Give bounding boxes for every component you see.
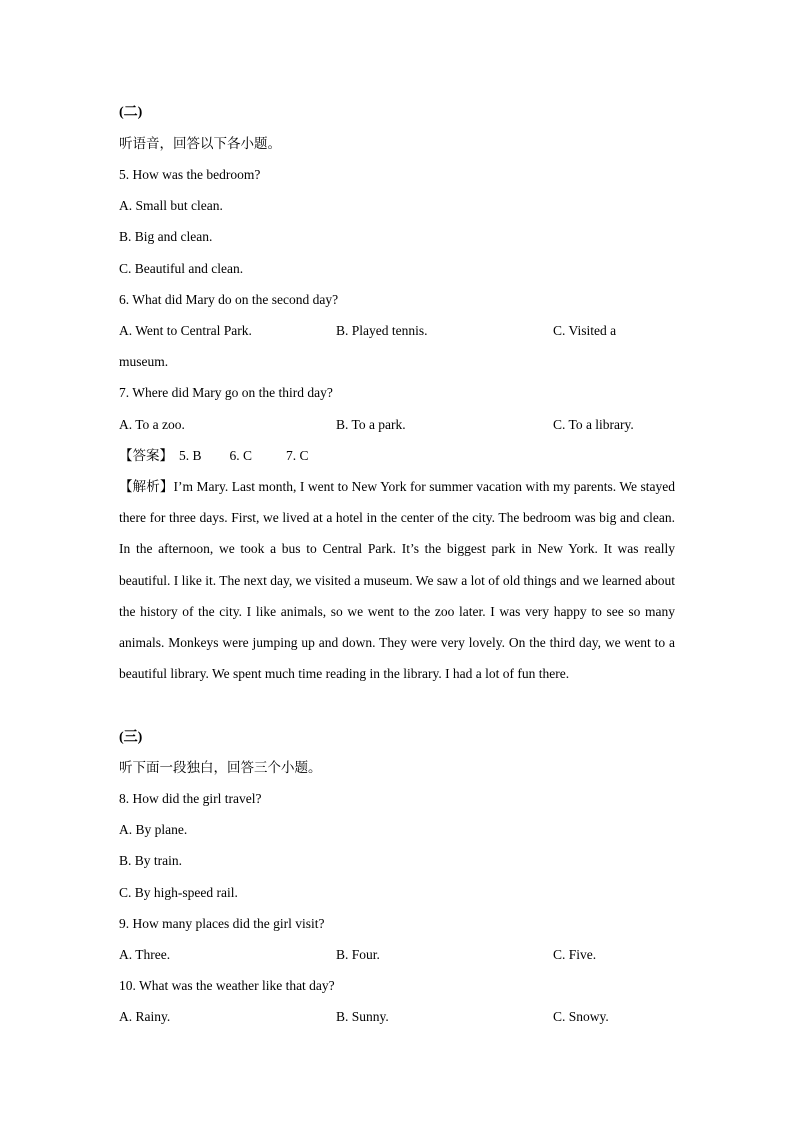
analysis-label: 【解析】 — [119, 479, 174, 494]
option-8c: C. By high-speed rail. — [119, 885, 238, 900]
option-7c: C. To a library. — [553, 417, 634, 432]
analysis-paragraph — [119, 471, 675, 689]
section-instruction: 听语音，回答以下各小题。 — [119, 136, 281, 151]
option-6a: A. Went to Central Park. — [119, 323, 252, 338]
question-8: 8. How did the girl travel? — [119, 791, 262, 806]
answer-6: 6. C — [229, 448, 253, 463]
option-8b: B. By train. — [119, 853, 182, 868]
answer-7: 7. C — [286, 448, 309, 463]
section-instruction: 听下面一段独白，回答三个小题。 — [119, 760, 322, 775]
question-6: 6. What did Mary do on the second day? — [119, 292, 339, 307]
answer-label: 【答案】 — [119, 448, 173, 463]
option-9b: B. Four. — [336, 947, 380, 962]
option-6c: C. Visited a — [553, 323, 617, 338]
option-7b: B. To a park. — [336, 417, 406, 432]
option-10a: A. Rainy. — [119, 1009, 171, 1024]
answer-line — [119, 447, 309, 465]
question-9: 9. How many places did the girl visit? — [119, 916, 325, 931]
option-8a: A. By plane. — [119, 822, 188, 837]
option-5b: B. Big and clean. — [119, 229, 213, 244]
option-5c: C. Beautiful and clean. — [119, 261, 244, 276]
section-heading: (二) — [119, 105, 143, 120]
option-6b: B. Played tennis. — [336, 323, 428, 338]
question-10: 10. What was the weather like that day? — [119, 978, 335, 993]
answer-5: 5. B — [179, 448, 202, 463]
option-5a: A. Small but clean. — [119, 198, 223, 213]
option-6c-continued: museum. — [119, 354, 169, 369]
option-10b: B. Sunny. — [336, 1009, 389, 1024]
analysis-text: I’m Mary. Last month, I went to New York for summer vacation with my parents. We stayed there for three days. First, we lived at a hotel in the center of the city. The bedroom was big and clean. In the afternoon, we took a bus to Central Park. It’s the biggest park in New York. It was really beautiful. I like it. The next day, we visited a museum. We saw a lot of old things and we learned about the history of the city. I like animals, so we went to the zoo later. I was very happy to see so many animals. Monkeys were jumping up and down. They were very lovely. On the third day, we went to a beautiful library. We spent much time reading in the library. I had a lot of fun there. — [119, 479, 675, 682]
option-7a: A. To a zoo. — [119, 417, 185, 432]
section-heading: (三) — [119, 730, 143, 745]
option-10c: C. Snowy. — [553, 1009, 609, 1024]
option-9a: A. Three. — [119, 947, 171, 962]
question-7: 7. Where did Mary go on the third day? — [119, 385, 333, 400]
question-5: 5. How was the bedroom? — [119, 167, 261, 182]
option-9c: C. Five. — [553, 947, 597, 962]
